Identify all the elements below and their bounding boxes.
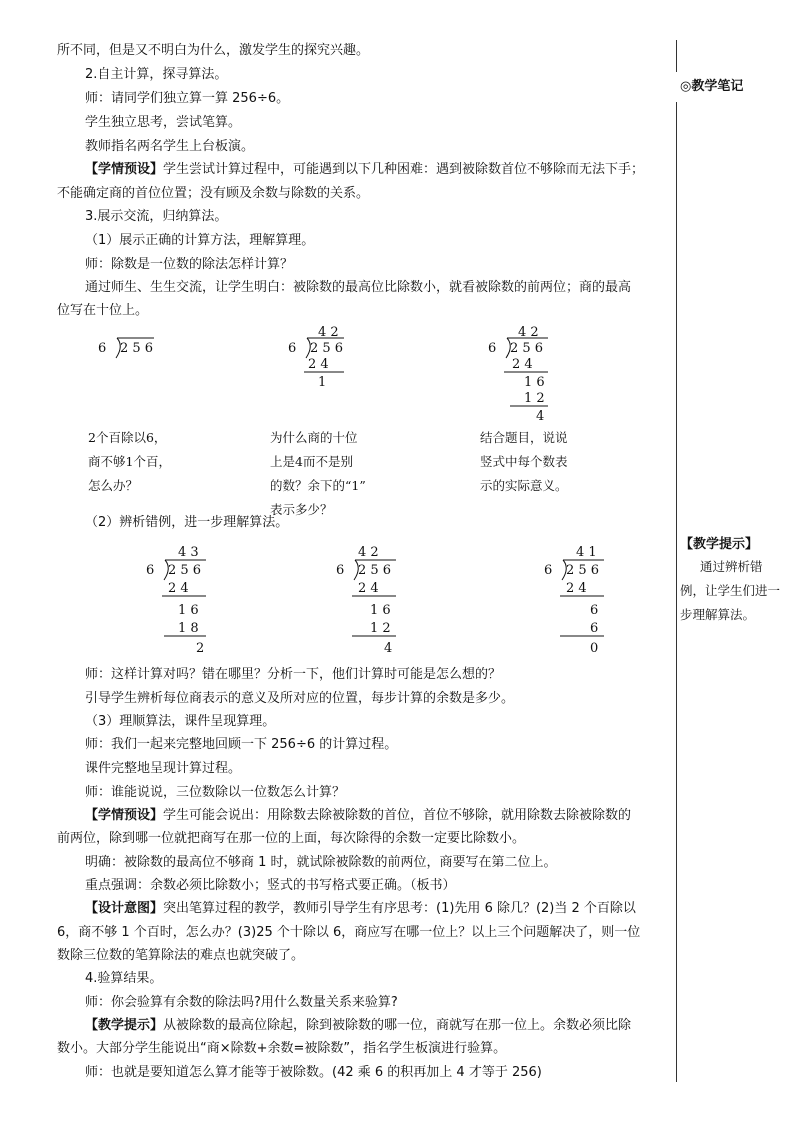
section-heading: 2.自主计算，探寻算法。 — [85, 67, 228, 82]
remainder-2: 2 — [196, 641, 205, 656]
question-line: 示的实际意义。 — [480, 478, 568, 493]
question-line: 的数？余下的“1” — [270, 478, 366, 493]
divisor: 6 — [544, 563, 553, 578]
tip-line: 通过辨析错 — [700, 559, 763, 574]
long-division-b — [288, 325, 344, 390]
quotient: 4 2 — [358, 545, 379, 560]
dividend: 2 5 6 — [120, 341, 154, 356]
remainder-1: 1 — [318, 375, 327, 390]
text-line: 师：我们一起来完整地回顾一下 256÷6 的计算过程。 — [85, 737, 398, 752]
subtract-1: 2 4 — [168, 581, 189, 596]
long-division-row-1 — [90, 318, 680, 426]
question-line: 上是4而不是别 — [270, 454, 353, 469]
text-line: 师：这样计算对吗？错在哪里？分析一下，他们计算时可能是怎么想的？ — [85, 667, 502, 682]
tip-line: 步理解算法。 — [680, 607, 756, 622]
subtract-1: 2 4 — [308, 357, 329, 372]
remainder-1: 1 6 — [370, 603, 391, 618]
long-division-wrong-b — [336, 545, 396, 656]
quotient: 4 2 — [518, 325, 539, 340]
dividend: 2 5 6 — [566, 563, 600, 578]
remainder-2: 0 — [590, 641, 599, 656]
quotient: 4 1 — [576, 545, 597, 560]
remainder-2: 4 — [536, 409, 545, 424]
long-division-c — [488, 325, 548, 424]
long-division-wrong-a — [146, 545, 206, 656]
text-line: 引导学生辨析每位商表示的意义及所对应的位置，每步计算的余数是多少。 — [85, 691, 515, 706]
question-line: 为什么商的十位 — [270, 430, 358, 445]
remainder-2: 4 — [384, 641, 393, 656]
text-line — [85, 807, 631, 825]
section-heading: 4.验算结果。 — [85, 971, 163, 986]
remainder-1: 6 — [590, 603, 599, 618]
tag-label: 【设计意图】 — [85, 901, 164, 916]
subtract-2: 1 2 — [524, 391, 545, 406]
question-line: 结合题目，说说 — [480, 430, 568, 445]
section-heading: 3.展示交流，归纳算法。 — [85, 209, 228, 224]
divisor: 6 — [336, 563, 345, 578]
quotient: 4 3 — [178, 545, 199, 560]
margin-divider-top — [676, 40, 677, 72]
subtract-1: 2 4 — [512, 357, 533, 372]
text-line: （1）展示正确的计算方法，理解算理。 — [85, 233, 315, 248]
text-line: 教师指名两名学生上台板演。 — [85, 139, 255, 154]
text-line: 所不同，但是又不明白为什么，激发学生的探究兴趣。 — [57, 43, 370, 58]
divisor: 6 — [146, 563, 155, 578]
question-line: 表示多少？ — [270, 502, 333, 517]
text-line: 6，商不够 1 个百时，怎么办？(3)25 个十除以 6，商应写在哪一位上？以上三个问题解决了，则一位 — [57, 925, 641, 940]
text-line: 师：也就是要知道怎么算才能等于被除数。(42 乘 6 的积再加上 4 才等于 256) — [85, 1065, 542, 1080]
question-a — [88, 426, 171, 498]
remainder-1: 1 6 — [178, 603, 199, 618]
tip-line: 例，让学生们进一 — [680, 583, 781, 598]
margin-divider — [676, 102, 677, 1082]
text-line — [85, 900, 636, 918]
tag-label: 【学情预设】 — [85, 162, 164, 177]
tag-text: 学生可能会说出：用除数去除被除数的首位，首位不够除，就用除数去除被除数的 — [163, 808, 632, 823]
dividend: 2 5 6 — [168, 563, 202, 578]
remainder-1: 1 6 — [524, 375, 545, 390]
subtract-2: 1 8 — [178, 621, 199, 636]
dividend: 2 5 6 — [358, 563, 392, 578]
text-line: 前两位，除到哪一位就把商写在那一位的上面，每次除得的余数一定要比除数小。 — [57, 831, 526, 846]
question-line: 2个百除以6， — [88, 430, 167, 445]
dividend: 2 5 6 — [510, 341, 544, 356]
subtract-1: 2 4 — [358, 581, 379, 596]
text-line: 不能确定商的首位位置；没有顾及余数与除数的关系。 — [57, 186, 370, 201]
question-c — [480, 426, 568, 498]
question-line: 商不够1个百， — [88, 454, 171, 469]
long-division-a — [98, 338, 154, 358]
text-line: 师：谁能说说，三位数除以一位数怎么计算？ — [85, 785, 346, 800]
subtract-1: 2 4 — [566, 581, 587, 596]
tag-text: 突出笔算过程的教学，教师引导学生有序思考：(1)先用 6 除几？(2)当 2 个百除以 — [163, 901, 636, 916]
text-line: 数小。大部分学生能说出“商×除数+余数=被除数”，指名学生板演进行验算。 — [57, 1041, 507, 1056]
text-line — [85, 161, 644, 179]
long-division-row-2 — [140, 538, 660, 658]
question-line: 竖式中每个数表 — [480, 454, 568, 469]
quotient: 4 2 — [318, 325, 339, 340]
text-line: 师：请同学们独立算一算 256÷6。 — [85, 91, 290, 106]
text-line: 通过师生、生生交流，让学生明白：被除数的最高位比除数小，就看被除数的前两位；商的最高 — [85, 280, 632, 295]
text-line: 师：除数是一位数的除法怎样计算？ — [85, 257, 294, 272]
text-line: 课件完整地呈现计算过程。 — [85, 761, 242, 776]
question-b — [270, 426, 366, 522]
tag-label: 【教学提示】 — [85, 1018, 164, 1033]
text-line: 师：你会验算有余数的除法吗?用什么数量关系来验算? — [85, 995, 398, 1010]
subtract-2: 6 — [590, 621, 599, 636]
divisor: 6 — [288, 341, 297, 356]
question-line: 怎么办？ — [88, 478, 139, 493]
tag-text: 学生尝试计算过程中，可能遇到以下几种困难：遇到被除数首位不够除而无法下手； — [163, 162, 645, 177]
tag-label: 【学情预设】 — [85, 808, 164, 823]
divisor: 6 — [488, 341, 497, 356]
text-line: （3）理顺算法，课件呈现算理。 — [85, 714, 276, 729]
text-line: 重点强调：余数必须比除数小；竖式的书写格式要正确。（板书） — [85, 878, 456, 893]
text-line: 明确：被除数的最高位不够商 1 时，就试除被除数的前两位，商要写在第二位上。 — [85, 855, 557, 870]
tag-text: 从被除数的最高位除起，除到被除数的哪一位，商就写在那一位上。余数必须比除 — [163, 1018, 632, 1033]
subtract-2: 1 2 — [370, 621, 391, 636]
text-line: 位写在十位上。 — [57, 303, 149, 318]
long-division-wrong-c — [544, 545, 604, 656]
text-line — [85, 1017, 631, 1035]
notes-title: ◎教学笔记 — [680, 79, 744, 94]
tip-title: 【教学提示】 — [680, 537, 759, 552]
text-line: 学生独立思考，尝试笔算。 — [85, 115, 242, 130]
dividend: 2 5 6 — [310, 341, 344, 356]
text-line: 数除三位数的笔算除法的难点也就突破了。 — [57, 948, 305, 963]
divisor: 6 — [98, 341, 107, 356]
text-line: （2）辨析错例，进一步理解算法。 — [85, 515, 289, 530]
